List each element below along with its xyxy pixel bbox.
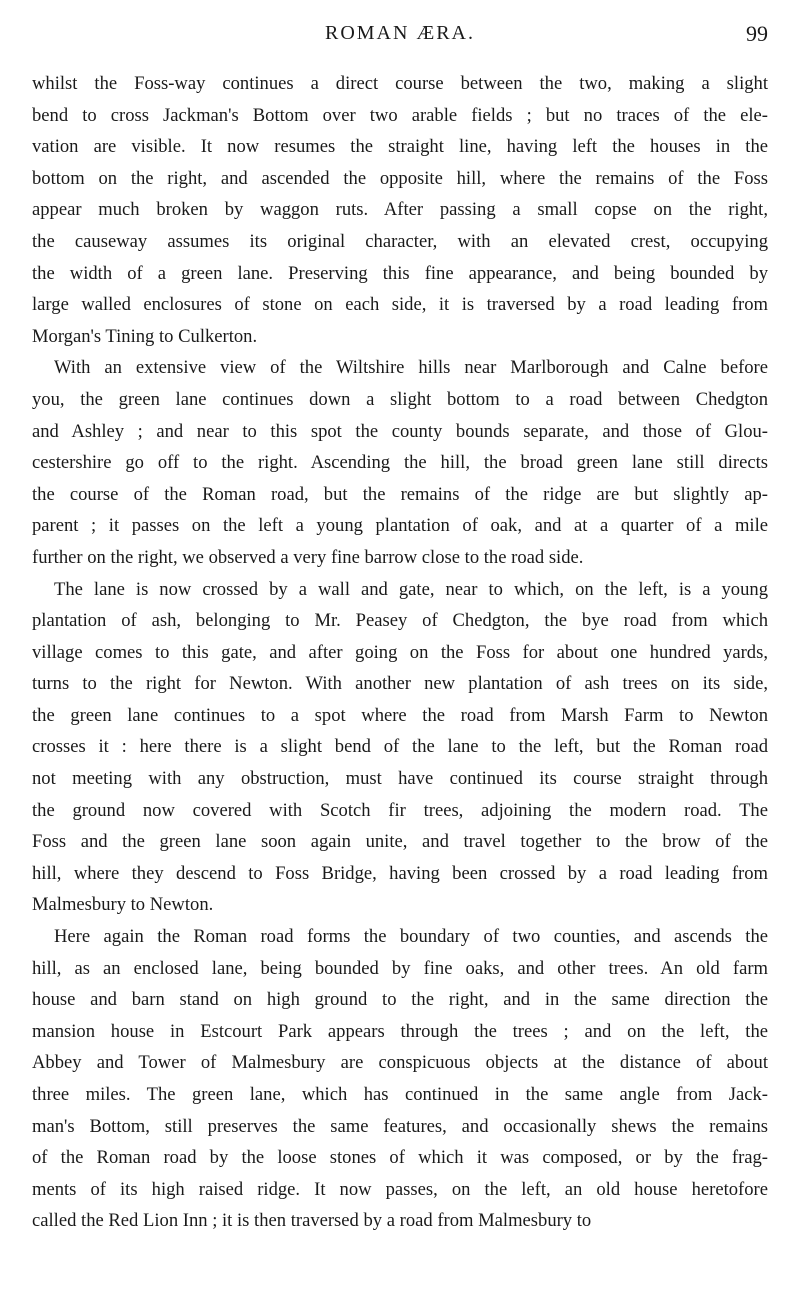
paragraph xyxy=(32,921,768,1237)
running-header xyxy=(32,18,768,50)
text-line: Foss and the green lane soon again unite, and travel together to the brow of the xyxy=(32,831,768,853)
text-line: the ground now covered with Scotch fir trees, adjoining the modern road. The xyxy=(32,799,768,821)
text-line: house and barn stand on high ground to the right, and in the same direction the xyxy=(32,989,768,1011)
text-line: parent ; it passes on the left a young plantation of oak, and at a quarter of a mile xyxy=(32,515,768,537)
text-line: crosses it : here there is a slight bend of the lane to the left, but the Roman road xyxy=(32,736,768,758)
text-line: Malmesbury to Newton. xyxy=(32,894,214,916)
text-line: the causeway assumes its original character, with an elevated crest, occupying xyxy=(32,230,768,252)
paragraph xyxy=(32,574,768,922)
text-line: plantation of ash, belonging to Mr. Peasey of Chedgton, the bye road from which xyxy=(32,610,768,632)
body-text xyxy=(32,68,768,1237)
text-line: called the Red Lion Inn ; it is then traversed by a road from Malmesbury to xyxy=(32,1210,592,1232)
text-line: Morgan's Tining to Culkerton. xyxy=(32,325,258,347)
text-line: cestershire go off to the right. Ascending the hill, the broad green lane still directs xyxy=(32,452,768,474)
paragraph xyxy=(32,68,768,352)
text-line: the course of the Roman road, but the remains of the ridge are but slightly ap- xyxy=(32,483,768,505)
text-line: further on the right, we observed a very fine barrow close to the road side. xyxy=(32,546,584,568)
text-line: the green lane continues to a spot where the road from Marsh Farm to Newton xyxy=(32,704,768,726)
text-line: whilst the Foss-way continues a direct course between the two, making a slight xyxy=(32,73,768,94)
text-line: Here again the Roman road forms the boundary of two counties, and ascends the xyxy=(54,926,768,948)
text-line: and Ashley ; and near to this spot the county bounds separate, and those of Glou- xyxy=(32,420,768,442)
text-line: large walled enclosures of stone on each side, it is traversed by a road leading from xyxy=(32,294,768,316)
running-title: ROMAN ÆRA. xyxy=(324,22,476,44)
text-line: village comes to this gate, and after going on the Foss for about one hundred yards, xyxy=(32,641,768,663)
text-line: With an extensive view of the Wiltshire hills near Marlborough and Calne before xyxy=(54,357,768,379)
text-line: the width of a green lane. Preserving this fine appearance, and being bounded by xyxy=(32,262,768,284)
paragraph xyxy=(32,352,768,573)
text-line: not meeting with any obstruction, must have continued its course straight through xyxy=(32,768,768,790)
page-number: 99 xyxy=(746,21,768,46)
text-line: you, the green lane continues down a slight bottom to a road between Chedgton xyxy=(32,388,768,410)
text-line: three miles. The green lane, which has continued in the same angle from Jack- xyxy=(32,1084,768,1105)
text-line: turns to the right for Newton. With another new plantation of ash trees on its side, xyxy=(32,673,768,695)
text-line: ments of its high raised ridge. It now passes, on the left, an old house heretofore xyxy=(32,1178,768,1200)
text-line: hill, where they descend to Foss Bridge, having been crossed by a road leading from xyxy=(32,862,768,884)
text-line: mansion house in Estcourt Park appears through the trees ; and on the left, the xyxy=(32,1020,768,1042)
text-line: The lane is now crossed by a wall and gate, near to which, on the left, is a young xyxy=(54,578,768,600)
text-line: man's Bottom, still preserves the same features, and occasionally shews the remains xyxy=(32,1115,768,1137)
text-line: Abbey and Tower of Malmesbury are conspicuous objects at the distance of about xyxy=(32,1052,768,1074)
text-line: appear much broken by waggon ruts. After passing a small copse on the right, xyxy=(32,199,768,221)
text-line: hill, as an enclosed lane, being bounded by fine oaks, and other trees. An old farm xyxy=(32,957,768,979)
text-line: bend to cross Jackman's Bottom over two arable fields ; but no traces of the ele- xyxy=(32,104,768,126)
text-line: vation are visible. It now resumes the straight line, having left the houses in the xyxy=(32,136,768,158)
text-line: of the Roman road by the loose stones of which it was composed, or by the frag- xyxy=(32,1147,768,1169)
text-line: bottom on the right, and ascended the opposite hill, where the remains of the Foss xyxy=(32,167,768,189)
